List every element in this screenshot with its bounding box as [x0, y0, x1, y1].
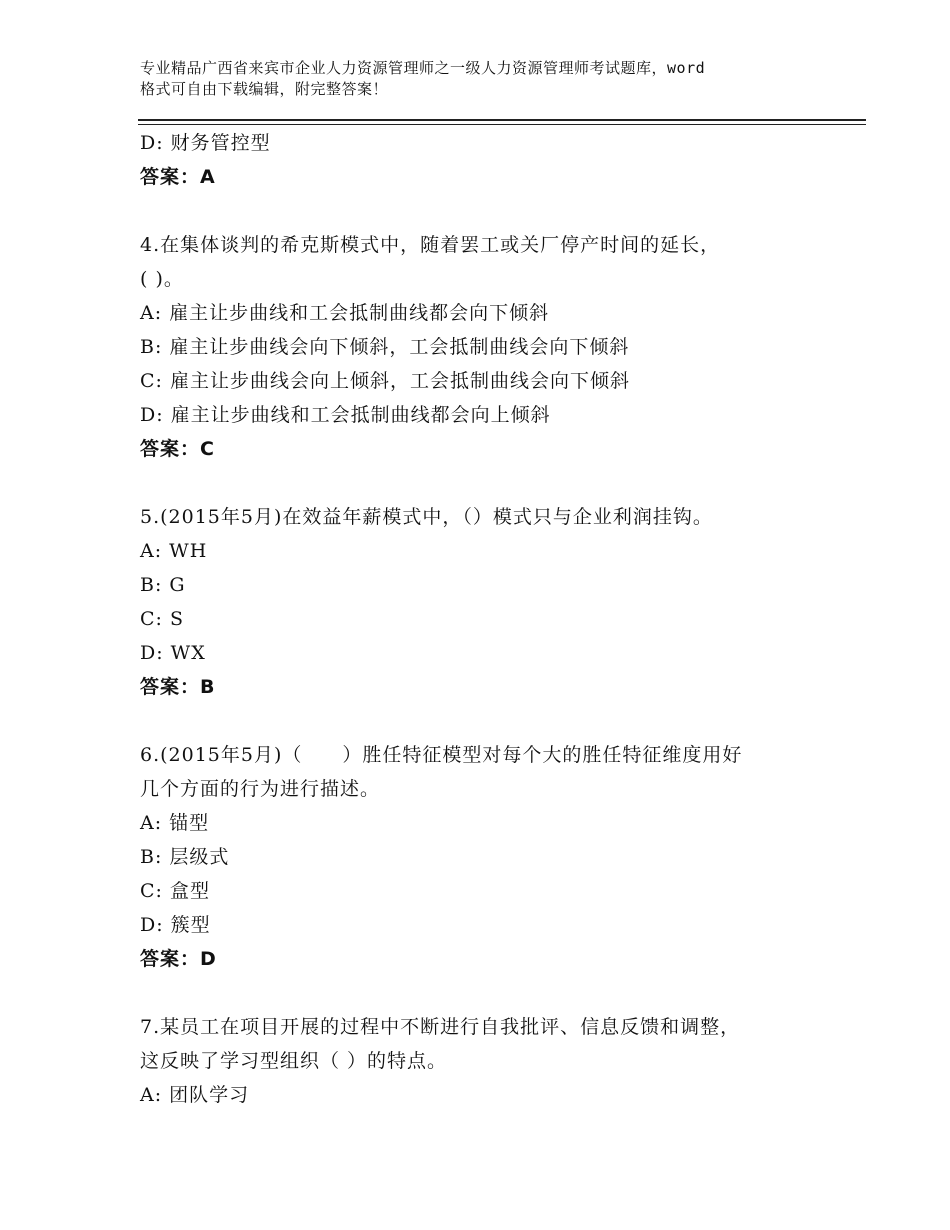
option-c: C: 雇主让步曲线会向上倾斜，工会抵制曲线会向下倾斜: [140, 370, 630, 392]
document-header: [140, 58, 840, 100]
option-d: D: 雇主让步曲线和工会抵制曲线都会向上倾斜: [140, 404, 551, 426]
question-7: [140, 1010, 840, 1112]
option-b: B: 雇主让步曲线会向下倾斜，工会抵制曲线会向下倾斜: [140, 336, 630, 358]
question-stem-continued: 几个方面的行为进行描述。: [140, 778, 381, 800]
header-line-1: 专业精品广西省来宾市企业人力资源管理师之一级人力资源管理师考试题库，word: [140, 59, 706, 77]
header-rule-thick: [138, 119, 866, 121]
answer: 答案：D: [140, 948, 217, 970]
question-stem: 7.某员工在项目开展的过程中不断进行自我批评、信息反馈和调整，: [140, 1016, 741, 1038]
option-a: A: 锚型: [140, 812, 210, 834]
question-stem-continued: 这反映了学习型组织（ ）的特点。: [140, 1050, 448, 1072]
question-stem: 5.(2015年5月)在效益年薪模式中，（）模式只与企业利润挂钩。: [140, 506, 713, 528]
option-d: D: WX: [140, 642, 206, 664]
question-stem-continued: ( )。: [140, 268, 184, 290]
question-6: [140, 738, 840, 976]
question-4: [140, 228, 840, 466]
option-d: D: 财务管控型: [140, 132, 271, 154]
header-rule-thin: [138, 124, 866, 125]
question-stem: 4.在集体谈判的希克斯模式中，随着罢工或关厂停产时间的延长，: [140, 234, 721, 256]
question-5: [140, 500, 840, 704]
option-b: B: 层级式: [140, 846, 230, 868]
header-line-2: 格式可自由下载编辑，附完整答案！: [140, 80, 389, 98]
option-a: A: 团队学习: [140, 1084, 250, 1106]
option-c: C: S: [140, 608, 184, 630]
option-a: A: 雇主让步曲线和工会抵制曲线都会向下倾斜: [140, 302, 550, 324]
answer: 答案：A: [140, 166, 216, 188]
option-b: B: G: [140, 574, 186, 596]
answer: 答案：C: [140, 438, 215, 460]
option-d: D: 簇型: [140, 914, 211, 936]
option-a: A: WH: [140, 540, 208, 562]
question-3: [140, 126, 840, 194]
answer: 答案：B: [140, 676, 216, 698]
question-stem: 6.(2015年5月)（ ）胜任特征模型对每个大的胜任特征维度用好: [140, 744, 743, 766]
document-body: [140, 126, 840, 1112]
option-c: C: 盒型: [140, 880, 210, 902]
